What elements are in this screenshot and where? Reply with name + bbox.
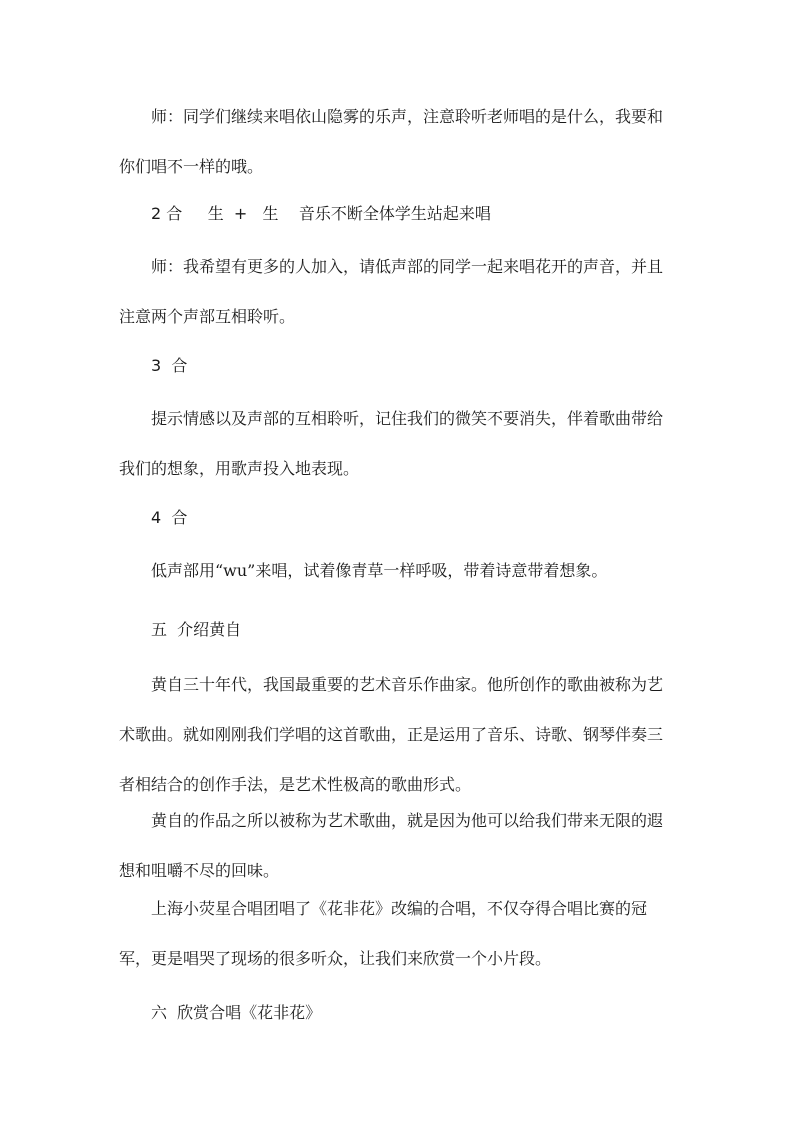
heading-step-2: 2 合 生 + 生 音乐不断全体学生站起来唱 xyxy=(151,204,491,223)
paragraph-emotion-hint: 提示情感以及声部的互相聆听，记住我们的微笑不要消失，伴着歌曲带给我们的想象，用歌声投入地表现。 xyxy=(119,409,664,478)
heading-section-six: 六 欣赏合唱《花非花》 xyxy=(151,1003,322,1022)
paragraph-huang-zi-intro: 黄自三十年代，我国最重要的艺术音乐作曲家。他所创作的歌曲被称为艺术歌曲。就如刚刚我们学唱的这首歌曲，正是运用了音乐、诗歌、钢琴伴奏三者相结合的创作手法，是艺术性极高的歌曲形式。 xyxy=(119,675,664,794)
paragraph-teacher-continue: 师：同学们继续来唱依山隐雾的乐声，注意聆听老师唱的是什么，我要和你们唱不一样的哦。 xyxy=(119,107,664,176)
heading-step-4: 4 合 xyxy=(151,508,188,527)
heading-step-3: 3 合 xyxy=(151,356,188,375)
paragraph-teacher-low-voice: 师：我希望有更多的人加入，请低声部的同学一起来唱花开的声音，并且注意两个声部互相聆听。 xyxy=(119,257,664,326)
paragraph-choir-performance: 上海小荧星合唱团唱了《花非花》改编的合唱，不仅夺得合唱比赛的冠军，更是唱哭了现场的很多听众，让我们来欣赏一个小片段。 xyxy=(119,899,648,968)
paragraph-huang-zi-works: 黄自的作品之所以被称为艺术歌曲，就是因为他可以给我们带来无限的遐想和咀嚼不尽的回味。 xyxy=(119,811,664,880)
heading-section-five: 五 介绍黄自 xyxy=(151,620,242,639)
paragraph-low-voice-wu: 低声部用“wu”来唱，试着像青草一样呼吸，带着诗意带着想象。 xyxy=(151,561,608,580)
